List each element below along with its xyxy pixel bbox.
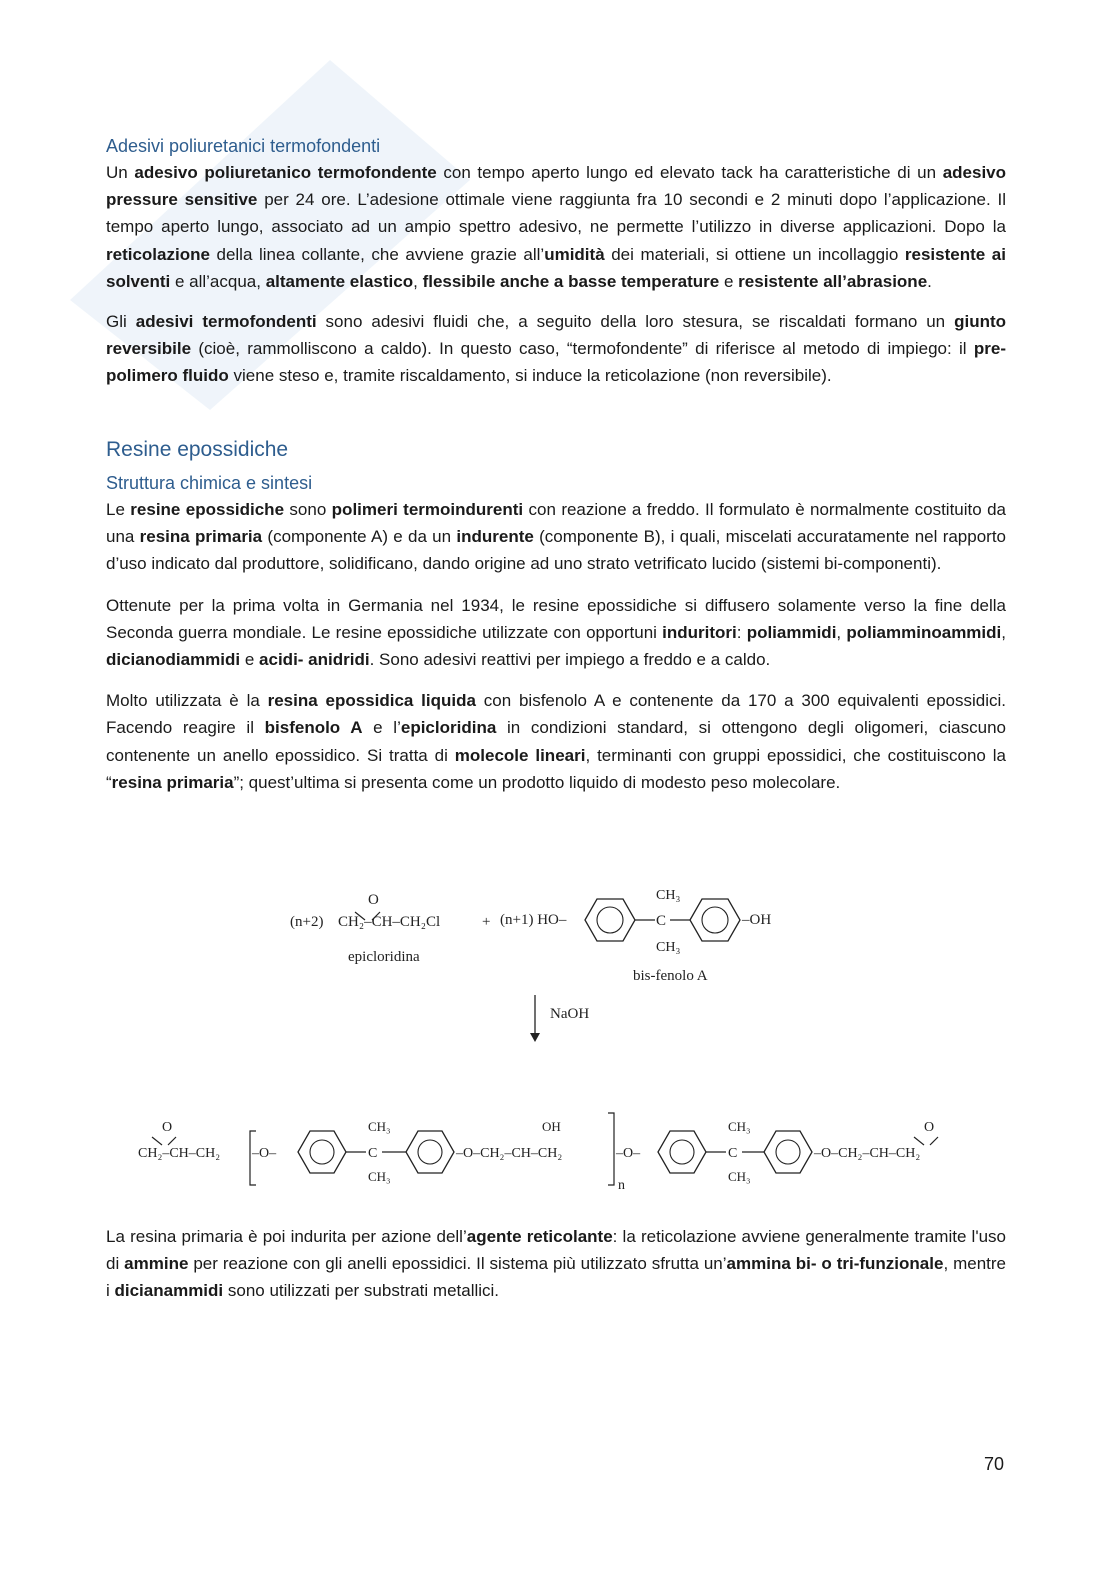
bold-term: indurente bbox=[456, 527, 534, 547]
text-run: , bbox=[1001, 622, 1006, 642]
bold-term: resistente all’abrasione bbox=[738, 271, 928, 291]
text-run: per reazione con gli anelli epossidici. Il sistema più utilizzato sfrutta un’ bbox=[188, 1254, 727, 1274]
bold-term: ammina bi- o tri-funzionale bbox=[726, 1254, 944, 1274]
text-run: Ottenute per la prima volta in Germania nel 1934, le resine epossidiche si diffusero solamente verso la fine della Seconda guerra mondiale. Le resine epossidiche utilizzate con opportuni bbox=[106, 595, 1006, 642]
section-curing bbox=[106, 1223, 1006, 1305]
bold-term: resine epossidiche bbox=[130, 500, 285, 519]
bold-term: dicianodiammidi bbox=[106, 650, 241, 670]
hydroxyl-group: –OH bbox=[742, 912, 772, 928]
bold-term: resina primaria bbox=[111, 772, 234, 792]
section-heading: Resine epossidiche bbox=[106, 438, 289, 461]
paragraph bbox=[106, 159, 1006, 295]
bold-term: ammine bbox=[124, 1254, 189, 1274]
bold-term: resistente ai solventi bbox=[106, 244, 1006, 291]
paragraph bbox=[106, 496, 1006, 578]
epicloridina-formula: CH₂–CH–CH₂Cl bbox=[338, 914, 441, 930]
epoxide-oxygen: O bbox=[368, 892, 379, 908]
section-hotmelt bbox=[106, 133, 1006, 390]
bold-term: dicianammidi bbox=[114, 1281, 224, 1301]
bold-term: altamente elastico bbox=[265, 271, 414, 291]
methyl-group: CH₃ bbox=[728, 1169, 751, 1184]
text-run: sono utilizzati per substrati metallici. bbox=[223, 1281, 500, 1301]
paragraph bbox=[106, 687, 1006, 796]
benzene-ring bbox=[690, 899, 740, 941]
epicloridina-label: epicloridina bbox=[348, 949, 420, 965]
bold-term: poliammidi bbox=[746, 622, 837, 642]
text-run: : la reticolazione avviene generalmente tramite l'uso di bbox=[106, 1227, 1006, 1274]
bold-term: polimeri termoindurenti bbox=[331, 500, 524, 519]
carbon-atom: C bbox=[368, 1146, 378, 1161]
text-run: (componente B), i quali, miscelati accuratamente nel rapporto d’uso indicato dal produttore, solidificano, dando origine ad uno strato vetrificato lucido (sistemi bi-componenti). bbox=[106, 527, 1007, 574]
bold-term: umidità bbox=[544, 244, 605, 264]
text-run: Molto utilizzata è la bbox=[106, 691, 268, 711]
paragraph bbox=[106, 1223, 1006, 1305]
text-run: viene steso e, tramite riscaldamento, si induce la reticolazione (non reversibile). bbox=[228, 366, 832, 386]
text-run: (cioè, rammolliscono a caldo). In questo caso, “termofondente” di riferisce al metodo di impiego: il bbox=[191, 339, 974, 359]
bold-term: reticolazione bbox=[106, 244, 210, 264]
plus-sign: + bbox=[482, 914, 491, 930]
methyl-group: CH₃ bbox=[728, 1119, 751, 1134]
text-run: e l’ bbox=[362, 718, 401, 738]
carbon-atom: C bbox=[728, 1146, 738, 1161]
bold-term: pre-polimero fluido bbox=[106, 339, 1006, 386]
ether-link: –O– bbox=[616, 1146, 641, 1161]
text-run: : bbox=[736, 622, 747, 642]
repeat-unit-tail: –O–CH₂–CH–CH₂ bbox=[456, 1146, 563, 1161]
methyl-group: CH₃ bbox=[368, 1119, 391, 1134]
text-run: ”; quest’ultima si presenta come un prodotto liquido di modesto peso molecolare. bbox=[233, 772, 841, 792]
bold-term: epicloridina bbox=[400, 718, 497, 738]
bisfenolo-label: bis-fenolo A bbox=[633, 968, 708, 984]
text-run: , mentre i bbox=[106, 1254, 1006, 1301]
bold-term: acidi- anidridi bbox=[259, 650, 370, 670]
bold-term: flessibile anche a basse temperature bbox=[422, 271, 720, 291]
paragraph bbox=[106, 592, 1006, 674]
benzene-ring bbox=[406, 1131, 454, 1173]
bold-term: resina primaria bbox=[139, 527, 263, 547]
benzene-ring bbox=[585, 899, 635, 941]
bold-term: agente reticolante bbox=[466, 1227, 613, 1246]
text-run: . bbox=[927, 271, 932, 291]
bold-term: adesivo pressure sensitive bbox=[106, 163, 1007, 210]
text-run: e bbox=[719, 271, 739, 291]
section-heading: Adesivi poliuretanici termofondenti bbox=[106, 136, 381, 156]
benzene-ring bbox=[658, 1131, 706, 1173]
bold-term: adesivo poliuretanico termofondente bbox=[134, 163, 437, 182]
benzene-ring bbox=[298, 1131, 346, 1173]
hydroxyl-label: OH bbox=[542, 1119, 561, 1134]
coefficient: (n+1) HO– bbox=[500, 912, 567, 928]
text-run: . Sono adesivi reattivi per impiego a freddo e a caldo. bbox=[369, 650, 771, 670]
section-epoxy bbox=[106, 436, 1006, 796]
text-run: Gli bbox=[106, 312, 136, 332]
text-run: con bisfenolo A e contenente da 170 a 300 equivalenti epossidici. Facendo reagire il bbox=[106, 691, 1006, 738]
bold-term: molecole lineari bbox=[454, 745, 586, 765]
bold-term: induritori bbox=[662, 622, 737, 642]
text-run: Un bbox=[106, 163, 135, 182]
bold-term: bisfenolo A bbox=[264, 718, 363, 738]
ether-link: –O– bbox=[252, 1146, 277, 1161]
benzene-ring bbox=[764, 1131, 812, 1173]
reagent-label: NaOH bbox=[550, 1006, 590, 1022]
text-run: , bbox=[836, 622, 847, 642]
text-run: (componente A) e da un bbox=[262, 527, 457, 547]
text-run: , terminanti con gruppi epossidici, che costituiscono la “ bbox=[106, 745, 1006, 792]
text-run: Le bbox=[106, 500, 131, 519]
text-run: sono adesivi fluidi che, a seguito della loro stesura, se riscaldati formano un bbox=[316, 312, 955, 332]
text-run: e bbox=[240, 650, 260, 670]
epoxide-oxygen: O bbox=[924, 1120, 935, 1135]
methyl-group: CH₃ bbox=[368, 1169, 391, 1184]
bold-term: adesivi termofondenti bbox=[135, 312, 317, 332]
carbon-atom: C bbox=[656, 913, 667, 929]
subsection-heading: Struttura chimica e sintesi bbox=[106, 473, 313, 493]
text-run: dei materiali, si ottiene un incollaggio bbox=[604, 244, 905, 264]
epoxide-oxygen: O bbox=[162, 1120, 173, 1135]
text-run: con reazione a freddo. Il formulato è normalmente costituito da una bbox=[106, 500, 1007, 547]
methyl-group: CH₃ bbox=[656, 940, 681, 955]
page-number: 70 bbox=[983, 1454, 1004, 1474]
text-run: sono bbox=[284, 500, 332, 519]
text-run: con tempo aperto lungo ed elevato tack ha caratteristiche di un bbox=[436, 163, 943, 182]
text-run: per 24 ore. L’adesione ottimale viene raggiunta fra 10 secondi e 2 minuti dopo l’applicazione. Il tempo aperto lungo, associato ad un ampio spettro adesivo, ne permette l’utilizzo in diverse applicazioni. Dopo la bbox=[106, 190, 1006, 237]
text-run: della linea collante, che avviene grazie all’ bbox=[209, 244, 545, 264]
text-run: , bbox=[413, 271, 423, 291]
product-start: CH₂–CH–CH₂ bbox=[138, 1146, 221, 1161]
reaction-diagram bbox=[130, 875, 990, 1195]
coefficient: (n+2) bbox=[290, 914, 324, 930]
text-run: La resina primaria è poi indurita per azione dell’ bbox=[106, 1227, 467, 1246]
bold-term: poliamminoammidi bbox=[846, 622, 1002, 642]
text-run: e all’acqua, bbox=[170, 271, 266, 291]
methyl-group: CH₃ bbox=[656, 888, 681, 903]
product-end: –O–CH₂–CH–CH₂ bbox=[814, 1146, 921, 1161]
bold-term: giunto reversibile bbox=[106, 312, 1007, 359]
repeat-count: n bbox=[618, 1178, 625, 1193]
bold-term: resina epossidica liquida bbox=[267, 691, 476, 711]
text-run: in condizioni standard, si ottengono degli oligomeri, ciascuno contenente un anello epossidico. Si tratta di bbox=[106, 718, 1006, 765]
paragraph bbox=[106, 308, 1006, 390]
